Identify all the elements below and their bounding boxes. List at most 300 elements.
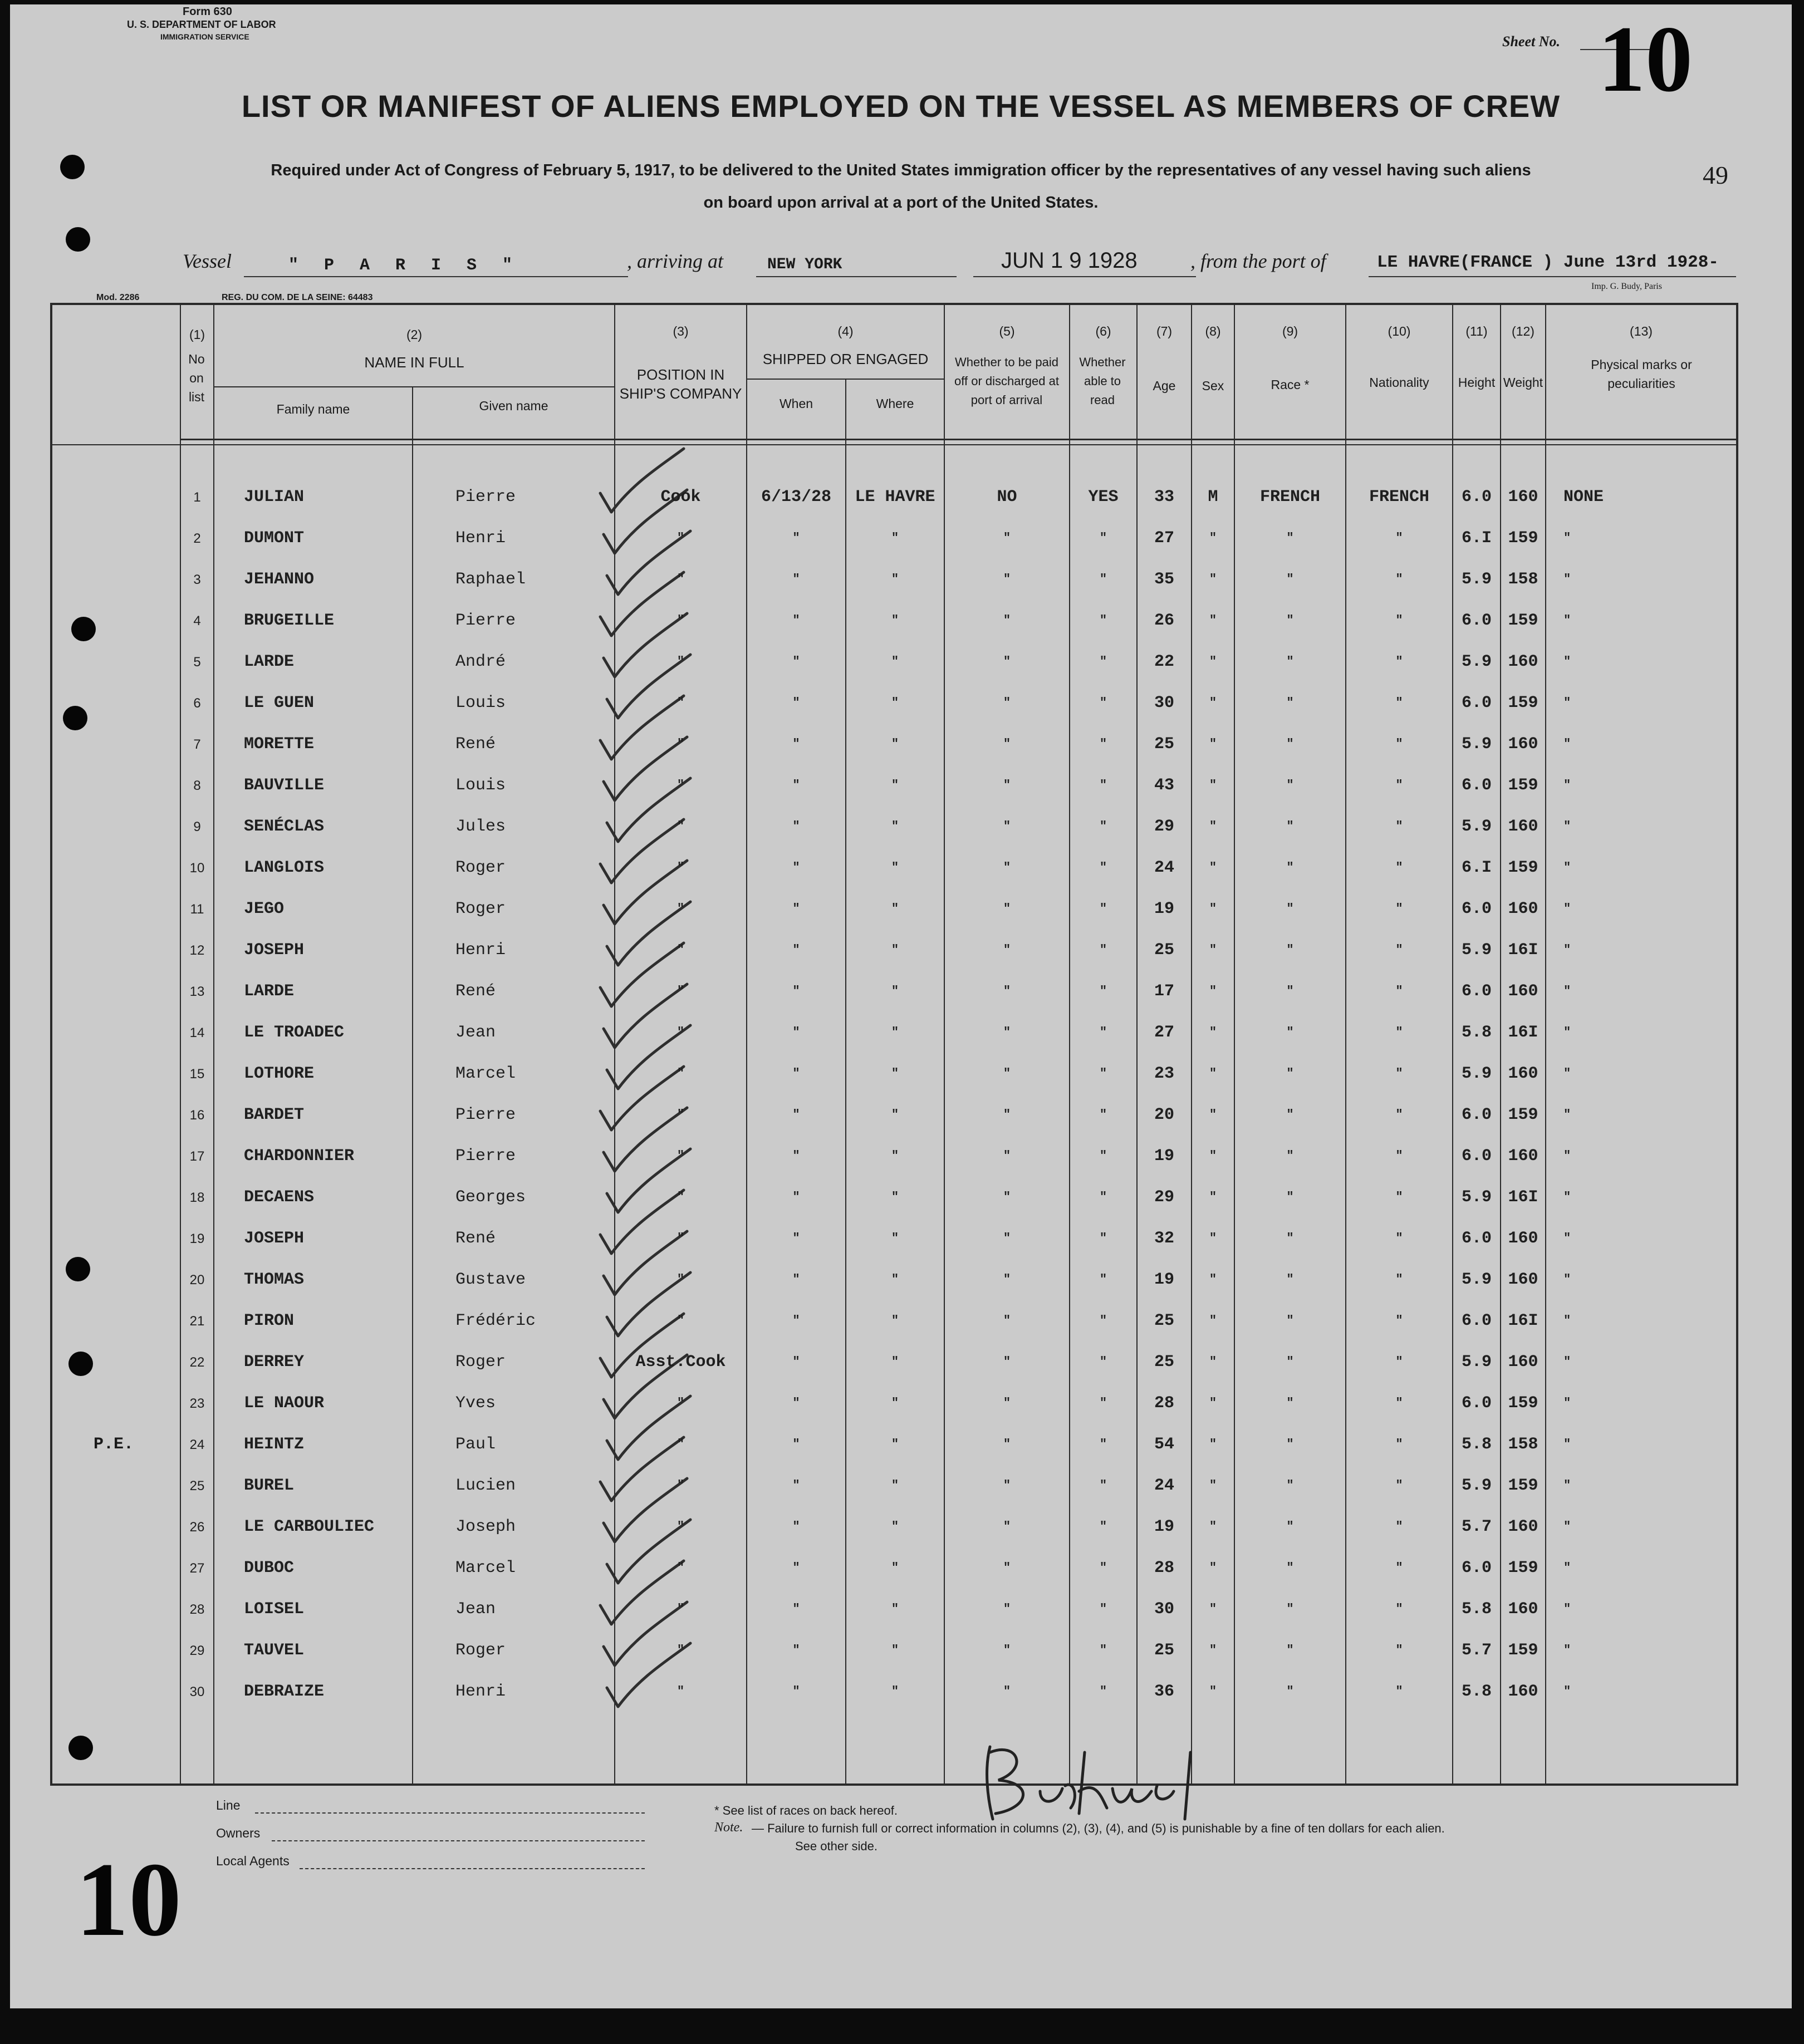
given-name-cell: René — [455, 1229, 496, 1248]
form-number: Form 630 — [183, 6, 232, 18]
weight-cell: 160 — [1508, 900, 1538, 918]
shipped-when-cell: " — [792, 1643, 800, 1657]
line-underline — [255, 1812, 645, 1814]
weight-cell: 160 — [1508, 1270, 1538, 1289]
col-2-number: (2) — [406, 327, 423, 342]
paid-off-cell: " — [1003, 943, 1011, 957]
age-cell: 35 — [1154, 570, 1174, 589]
given-name-cell: Henri — [455, 941, 506, 960]
paid-off-cell: " — [1003, 902, 1011, 916]
able-to-read-cell: " — [1099, 1272, 1107, 1286]
physical-marks-cell: " — [1563, 1602, 1571, 1616]
col-12-number: (12) — [1512, 324, 1535, 338]
paid-off-cell: " — [1003, 1190, 1011, 1204]
paid-off-cell: " — [1003, 778, 1011, 792]
able-to-read-cell: " — [1099, 1190, 1107, 1204]
able-to-read-cell: " — [1099, 1108, 1107, 1122]
able-to-read-cell: " — [1099, 1149, 1107, 1163]
nationality-cell: " — [1395, 778, 1403, 792]
weight-cell: 159 — [1508, 1641, 1538, 1660]
row-number-cell: 11 — [190, 902, 204, 917]
nationality-cell: " — [1395, 1643, 1403, 1657]
given-name-cell: Lucien — [455, 1476, 516, 1495]
physical-marks-cell: " — [1563, 737, 1571, 751]
position-cell: " — [676, 1437, 685, 1451]
nationality-cell: " — [1395, 1684, 1403, 1698]
mod-number: Mod. 2286 — [96, 293, 140, 302]
shipped-when-cell: " — [792, 1602, 800, 1616]
weight-cell: 160 — [1508, 1353, 1538, 1372]
paid-off-cell: " — [1003, 1643, 1011, 1657]
age-cell: 19 — [1154, 1517, 1174, 1536]
paid-off-cell: " — [1003, 572, 1011, 586]
height-cell: 6.0 — [1461, 1311, 1492, 1330]
shipped-when-cell: " — [792, 902, 800, 916]
paid-off-cell: " — [1003, 1602, 1011, 1616]
row-number-cell: 12 — [189, 943, 205, 958]
family-name-cell: HEINTZ — [244, 1435, 305, 1454]
shipped-where-cell: " — [891, 984, 899, 998]
given-name-cell: Raphael — [455, 570, 526, 589]
physical-marks-cell: " — [1563, 1478, 1571, 1492]
weight-cell: 160 — [1508, 1600, 1538, 1619]
position-cell: " — [676, 1067, 685, 1080]
position-cell: " — [676, 902, 685, 916]
given-name-cell: René — [455, 982, 496, 1001]
paid-off-cell: " — [1003, 1149, 1011, 1163]
able-to-read-cell: " — [1099, 696, 1107, 710]
col-age-header: Age — [1153, 379, 1176, 393]
race-cell: " — [1286, 531, 1294, 545]
weight-cell: 160 — [1508, 817, 1538, 836]
paid-off-cell: " — [1003, 1396, 1011, 1410]
able-to-read-cell: " — [1099, 1643, 1107, 1657]
row-number-cell: 20 — [189, 1272, 205, 1288]
family-name-cell: DERREY — [244, 1353, 305, 1372]
weight-cell: 16I — [1508, 1188, 1538, 1207]
race-cell: " — [1286, 1561, 1294, 1575]
family-name-cell: LANGLOIS — [244, 858, 325, 877]
col-position-header: POSITION IN SHIP'S COMPANY — [619, 366, 742, 402]
race-cell: " — [1286, 778, 1294, 792]
paid-off-cell: " — [1003, 861, 1011, 874]
col-no-on-list-header: No on list — [188, 352, 205, 404]
able-to-read-cell: " — [1099, 1025, 1107, 1039]
registry-number: REG. DU COM. DE LA SEINE: 64483 — [222, 293, 373, 302]
sex-cell: " — [1209, 1602, 1217, 1616]
row-number-cell: 18 — [189, 1190, 205, 1205]
sex-cell: " — [1209, 902, 1217, 916]
row-number-cell: 1 — [193, 490, 201, 505]
race-cell: " — [1286, 572, 1294, 586]
age-cell: 17 — [1154, 982, 1174, 1001]
sex-cell: " — [1209, 613, 1217, 627]
race-cell: " — [1286, 1108, 1294, 1122]
paid-off-cell: " — [1003, 531, 1011, 545]
paid-off-cell: " — [1003, 613, 1011, 627]
height-cell: 6.0 — [1461, 1229, 1492, 1248]
physical-marks-cell: " — [1563, 1190, 1571, 1204]
sex-cell: " — [1209, 1561, 1217, 1575]
height-cell: 5.8 — [1461, 1023, 1492, 1042]
position-cell: " — [676, 737, 685, 751]
age-cell: 33 — [1154, 488, 1174, 507]
race-cell: " — [1286, 902, 1294, 916]
shipped-when-cell: " — [792, 1190, 800, 1204]
shipped-when-cell: " — [792, 1478, 800, 1492]
given-name-cell: Pierre — [455, 611, 516, 630]
sex-cell: " — [1209, 572, 1217, 586]
family-name-cell: LARDE — [244, 652, 295, 671]
given-name-cell: Joseph — [455, 1517, 516, 1536]
title-subtitle-2: on board upon arrival at a port of the United States. — [703, 194, 1099, 212]
row-number-cell: 27 — [189, 1561, 205, 1576]
age-cell: 28 — [1154, 1394, 1174, 1413]
sex-cell: " — [1209, 1231, 1217, 1245]
physical-marks-cell: " — [1563, 1561, 1571, 1575]
family-name-cell: LOISEL — [244, 1600, 305, 1619]
age-cell: 19 — [1154, 1147, 1174, 1166]
shipped-where-cell: " — [891, 1478, 899, 1492]
sex-cell: " — [1209, 737, 1217, 751]
row-number-cell: 10 — [189, 861, 205, 876]
height-cell: 6.0 — [1461, 1147, 1492, 1166]
race-cell: " — [1286, 1149, 1294, 1163]
height-cell: 6.0 — [1461, 1394, 1492, 1413]
height-cell: 5.9 — [1461, 570, 1492, 589]
race-cell: " — [1286, 943, 1294, 957]
race-cell: " — [1286, 1602, 1294, 1616]
from-port: LE HAVRE(FRANCE ) June 13rd 1928- — [1377, 253, 1719, 272]
col-family-name-header: Family name — [276, 402, 350, 416]
nationality-cell: " — [1395, 1067, 1403, 1080]
given-name-cell: Marcel — [455, 1559, 516, 1578]
physical-marks-cell: " — [1563, 613, 1571, 627]
vessel-name: " P A R I S " — [288, 256, 521, 275]
given-name-cell: André — [455, 652, 506, 671]
shipped-where-cell: " — [891, 1067, 899, 1080]
able-to-read-cell: " — [1099, 1067, 1107, 1080]
height-cell: 5.8 — [1461, 1682, 1492, 1701]
weight-cell: 159 — [1508, 1105, 1538, 1124]
row-number-cell: 29 — [189, 1643, 205, 1658]
able-to-read-cell: " — [1099, 984, 1107, 998]
sex-cell: " — [1209, 1520, 1217, 1534]
position-cell: " — [676, 943, 685, 957]
shipped-where-cell: " — [891, 1602, 899, 1616]
age-cell: 25 — [1154, 1353, 1174, 1372]
height-cell: 6.0 — [1461, 776, 1492, 795]
sex-cell: " — [1209, 1272, 1217, 1286]
able-to-read-cell: " — [1099, 1684, 1107, 1698]
physical-marks-cell: " — [1563, 819, 1571, 833]
shipped-where-cell: " — [891, 1561, 899, 1575]
age-cell: 30 — [1154, 694, 1174, 713]
height-cell: 6.0 — [1461, 900, 1492, 918]
position-cell: Cook — [660, 488, 701, 507]
shipped-where-cell: " — [891, 1231, 899, 1245]
position-cell: " — [676, 861, 685, 874]
shipped-where-cell: " — [891, 531, 899, 545]
weight-cell: 158 — [1508, 570, 1538, 589]
physical-marks-cell: NONE — [1563, 488, 1604, 507]
bottom-sheet-number: 10 — [76, 1841, 182, 1958]
position-cell: " — [676, 778, 685, 792]
col-9-number: (9) — [1282, 324, 1298, 338]
sex-cell: " — [1209, 943, 1217, 957]
weight-cell: 158 — [1508, 1435, 1538, 1454]
row-number-cell: 2 — [193, 531, 201, 546]
able-to-read-cell: " — [1099, 1602, 1107, 1616]
age-cell: 54 — [1154, 1435, 1174, 1454]
able-to-read-cell: " — [1099, 861, 1107, 874]
physical-marks-cell: " — [1563, 861, 1571, 874]
given-name-cell: Gustave — [455, 1270, 526, 1289]
row-number-cell: 24 — [189, 1437, 205, 1452]
sex-cell: " — [1209, 1314, 1217, 1328]
family-name-cell: LE NAOUR — [244, 1394, 325, 1413]
shipped-where-cell: " — [891, 613, 899, 627]
weight-cell: 160 — [1508, 1064, 1538, 1083]
col-physical-marks-header: Physical marks or peculiarities — [1591, 357, 1692, 391]
paid-off-cell: " — [1003, 1231, 1011, 1245]
height-cell: 5.9 — [1461, 941, 1492, 960]
shipped-when-cell: " — [792, 1314, 800, 1328]
sex-cell: " — [1209, 819, 1217, 833]
age-cell: 29 — [1154, 1188, 1174, 1207]
age-cell: 22 — [1154, 652, 1174, 671]
row-number-cell: 17 — [189, 1149, 205, 1164]
weight-cell: 159 — [1508, 1476, 1538, 1495]
margin-note: P.E. — [94, 1435, 134, 1454]
physical-marks-cell: " — [1563, 1231, 1571, 1245]
sheet-number: 10 — [1598, 7, 1693, 111]
arrival-date-stamp: JUN 1 9 1928 — [1001, 248, 1138, 273]
paid-off-cell: " — [1003, 1684, 1011, 1698]
race-cell: " — [1286, 613, 1294, 627]
nationality-cell: " — [1395, 1396, 1403, 1410]
shipped-when-cell: " — [792, 737, 800, 751]
shipped-where-cell: " — [891, 1520, 899, 1534]
paid-off-cell: " — [1003, 1314, 1011, 1328]
position-cell: " — [676, 1190, 685, 1204]
height-cell: 5.9 — [1461, 817, 1492, 836]
row-number-cell: 25 — [189, 1478, 205, 1493]
nationality-cell: " — [1395, 1108, 1403, 1122]
age-cell: 27 — [1154, 529, 1174, 548]
family-name-cell: LE GUEN — [244, 694, 315, 713]
paid-off-cell: " — [1003, 737, 1011, 751]
physical-marks-cell: " — [1563, 1684, 1571, 1698]
position-cell: " — [676, 1272, 685, 1286]
sex-cell: " — [1209, 1355, 1217, 1369]
age-cell: 25 — [1154, 735, 1174, 754]
paid-off-cell: " — [1003, 1478, 1011, 1492]
row-number-cell: 14 — [189, 1025, 205, 1040]
shipped-where-cell: " — [891, 1025, 899, 1039]
family-name-cell: JEGO — [244, 900, 285, 918]
position-cell: " — [676, 1149, 685, 1163]
given-name-cell: Pierre — [455, 1105, 516, 1124]
race-cell: " — [1286, 819, 1294, 833]
physical-marks-cell: " — [1563, 696, 1571, 710]
family-name-cell: JULIAN — [244, 488, 305, 507]
height-cell: 6.0 — [1461, 611, 1492, 630]
height-cell: 5.9 — [1461, 652, 1492, 671]
race-cell: " — [1286, 1272, 1294, 1286]
col-7-number: (7) — [1156, 324, 1173, 338]
family-name-cell: DECAENS — [244, 1188, 315, 1207]
age-cell: 25 — [1154, 941, 1174, 960]
shipped-where-cell: " — [891, 1355, 899, 1369]
height-cell: 5.9 — [1461, 1064, 1492, 1083]
shipped-where-cell: " — [891, 1643, 899, 1657]
height-cell: 6.0 — [1461, 488, 1492, 507]
agents-underline — [300, 1868, 645, 1869]
family-name-cell: LARDE — [244, 982, 295, 1001]
col-shipped-header: SHIPPED OR ENGAGED — [762, 351, 929, 367]
weight-cell: 160 — [1508, 488, 1538, 507]
position-cell: Asst.Cook — [635, 1353, 726, 1372]
given-name-cell: Yves — [455, 1394, 496, 1413]
weight-cell: 159 — [1508, 1394, 1538, 1413]
row-number-cell: 28 — [189, 1602, 205, 1617]
col-10-number: (10) — [1388, 324, 1411, 338]
shipped-when-cell: " — [792, 819, 800, 833]
given-name-cell: Pierre — [455, 1147, 516, 1166]
family-name-cell: BUREL — [244, 1476, 295, 1495]
physical-marks-cell: " — [1563, 1520, 1571, 1534]
arriving-label: , arriving at — [627, 250, 724, 272]
physical-marks-cell: " — [1563, 1025, 1571, 1039]
col-weight-header: Weight — [1503, 375, 1543, 390]
page-title: LIST OR MANIFEST OF ALIENS EMPLOYED ON THE VESSEL AS MEMBERS OF CREW — [241, 89, 1561, 124]
physical-marks-cell: " — [1563, 1396, 1571, 1410]
age-cell: 32 — [1154, 1229, 1174, 1248]
department-name: U. S. DEPARTMENT OF LABOR — [127, 19, 276, 30]
able-to-read-cell: YES — [1088, 488, 1119, 507]
physical-marks-cell: " — [1563, 655, 1571, 669]
age-cell: 20 — [1154, 1105, 1174, 1124]
given-name-cell: Jean — [455, 1600, 496, 1619]
position-cell: " — [676, 1643, 685, 1657]
shipped-where-cell: " — [891, 696, 899, 710]
row-number-cell: 7 — [193, 737, 201, 752]
height-cell: 5.9 — [1461, 1353, 1492, 1372]
age-cell: 19 — [1154, 1270, 1174, 1289]
able-to-read-cell: " — [1099, 737, 1107, 751]
shipped-where-cell: " — [891, 902, 899, 916]
age-cell: 25 — [1154, 1641, 1174, 1660]
given-name-cell: Roger — [455, 1641, 506, 1660]
shipped-when-cell: " — [792, 1561, 800, 1575]
position-cell: " — [676, 819, 685, 833]
paid-off-cell: " — [1003, 1067, 1011, 1080]
height-cell: 6.0 — [1461, 982, 1492, 1001]
nationality-cell: " — [1395, 1602, 1403, 1616]
age-cell: 24 — [1154, 858, 1174, 877]
sex-cell: " — [1209, 1149, 1217, 1163]
shipped-when-cell: " — [792, 1231, 800, 1245]
weight-cell: 159 — [1508, 1559, 1538, 1578]
race-cell: " — [1286, 1067, 1294, 1080]
paid-off-cell: " — [1003, 819, 1011, 833]
family-name-cell: LOTHORE — [244, 1064, 315, 1083]
able-to-read-cell: " — [1099, 1231, 1107, 1245]
nationality-cell: " — [1395, 984, 1403, 998]
shipped-where-cell: " — [891, 655, 899, 669]
shipped-when-cell: " — [792, 1025, 800, 1039]
shipped-when-cell: " — [792, 655, 800, 669]
height-cell: 5.9 — [1461, 1270, 1492, 1289]
position-cell: " — [676, 1314, 685, 1328]
shipped-where-cell: " — [891, 572, 899, 586]
able-to-read-cell: " — [1099, 1314, 1107, 1328]
row-number-cell: 19 — [189, 1231, 205, 1246]
paid-off-cell: " — [1003, 1025, 1011, 1039]
races-note: * See list of races on back hereof. — [714, 1804, 898, 1817]
shipped-when-cell: " — [792, 943, 800, 957]
row-number-cell: 26 — [189, 1520, 205, 1535]
weight-cell: 160 — [1508, 1682, 1538, 1701]
paid-off-cell: " — [1003, 1272, 1011, 1286]
col-1-number: (1) — [189, 327, 205, 342]
age-cell: 19 — [1154, 900, 1174, 918]
given-name-cell: Marcel — [455, 1064, 516, 1083]
family-name-cell: LE CARBOULIEC — [244, 1517, 375, 1536]
col-sex-header: Sex — [1202, 379, 1224, 393]
physical-marks-cell: " — [1563, 778, 1571, 792]
col-paid-off-header: Whether to be paid off or discharged at port of arrival — [954, 355, 1059, 407]
height-cell: 5.8 — [1461, 1435, 1492, 1454]
physical-marks-cell: " — [1563, 1314, 1571, 1328]
weight-cell: 16I — [1508, 941, 1538, 960]
nationality-cell: " — [1395, 1025, 1403, 1039]
position-cell: " — [676, 1520, 685, 1534]
sex-cell: " — [1209, 696, 1217, 710]
height-cell: 6.I — [1461, 529, 1492, 548]
race-cell: " — [1286, 984, 1294, 998]
given-name-cell: Jean — [455, 1023, 496, 1042]
nationality-cell: " — [1395, 1355, 1403, 1369]
height-cell: 6.0 — [1461, 694, 1492, 713]
weight-cell: 159 — [1508, 529, 1538, 548]
position-cell: " — [676, 531, 685, 545]
age-cell: 25 — [1154, 1311, 1174, 1330]
sex-cell: " — [1209, 655, 1217, 669]
race-cell: " — [1286, 1025, 1294, 1039]
able-to-read-cell: " — [1099, 902, 1107, 916]
nationality-cell: " — [1395, 1272, 1403, 1286]
sex-cell: " — [1209, 1643, 1217, 1657]
title-subtitle: Required under Act of Congress of February 5, 1917, to be delivered to the United States immigration officer by the representatives of any vessel having such aliens — [271, 161, 1531, 179]
row-number-cell: 22 — [189, 1355, 205, 1370]
shipped-when-cell: " — [792, 984, 800, 998]
nationality-cell: " — [1395, 655, 1403, 669]
family-name-cell: BAUVILLE — [244, 776, 325, 795]
sex-cell: M — [1208, 488, 1218, 507]
row-number-cell: 9 — [193, 819, 201, 834]
shipped-when-cell: " — [792, 1355, 800, 1369]
shipped-where-cell: " — [891, 1684, 899, 1698]
weight-cell: 16I — [1508, 1311, 1538, 1330]
nationality-cell: " — [1395, 1437, 1403, 1451]
family-name-cell: MORETTE — [244, 735, 315, 754]
shipped-when-cell: " — [792, 861, 800, 874]
able-to-read-cell: " — [1099, 613, 1107, 627]
sex-cell: " — [1209, 1684, 1217, 1698]
physical-marks-cell: " — [1563, 902, 1571, 916]
